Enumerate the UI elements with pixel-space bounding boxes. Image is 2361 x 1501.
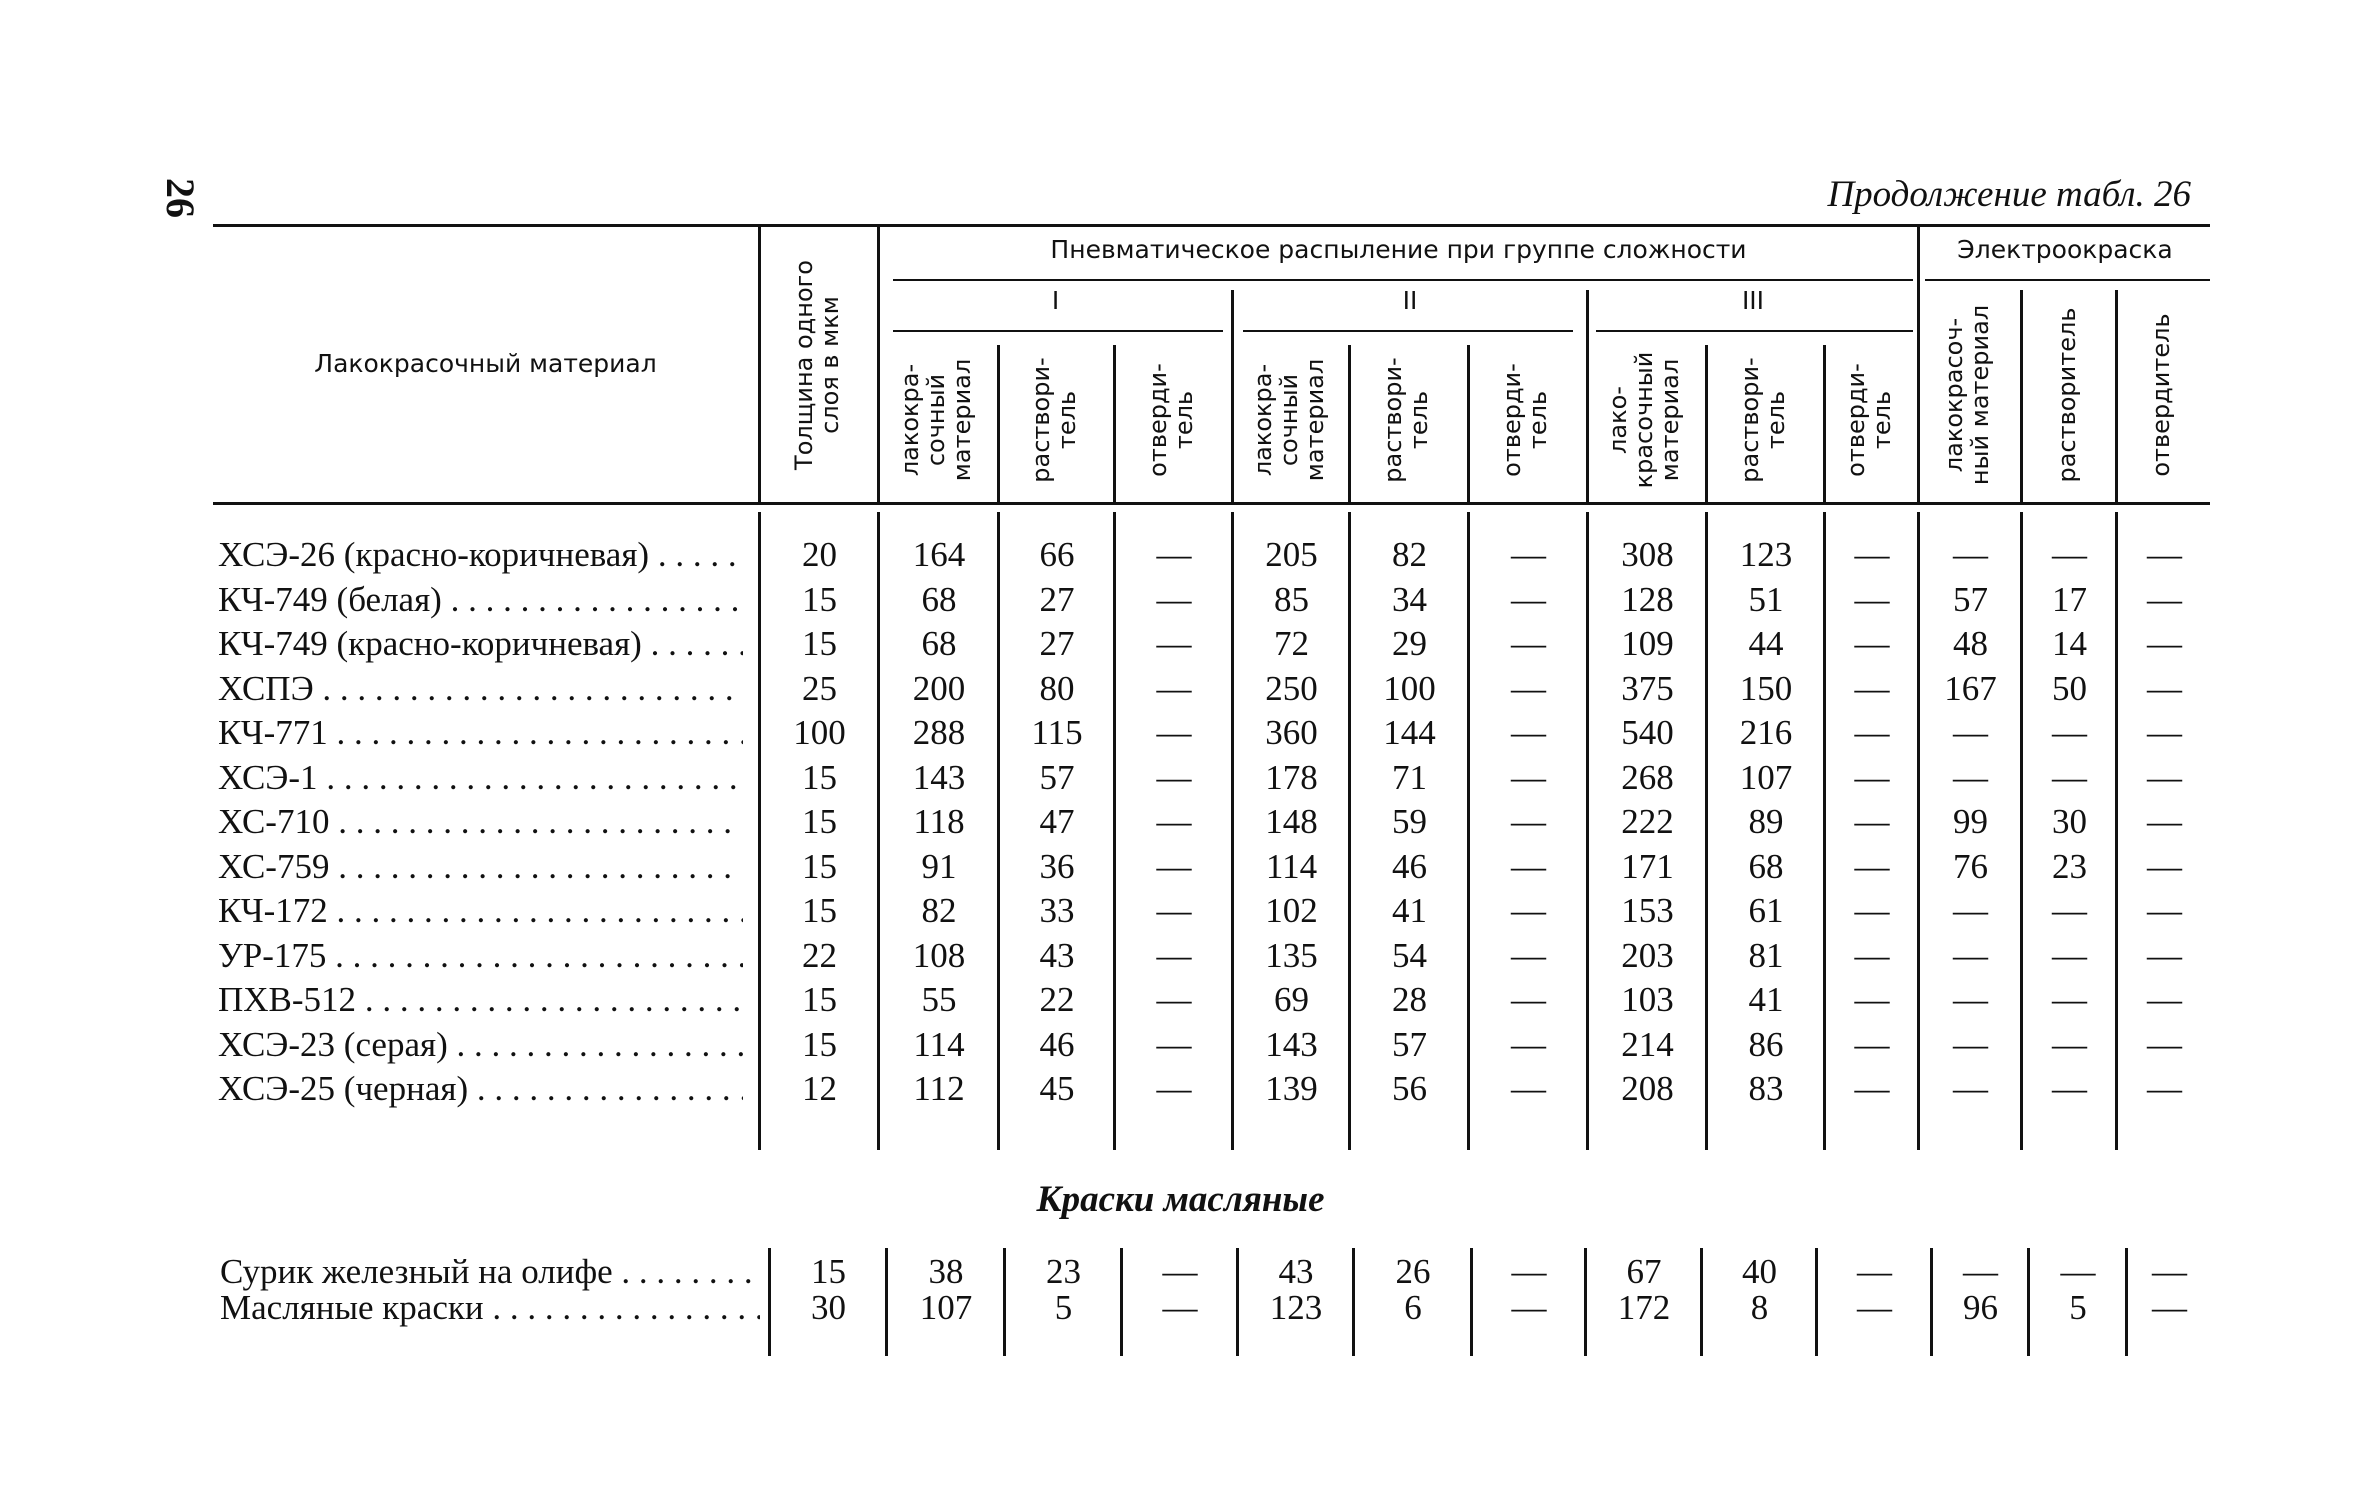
table-cell: 38 [928,1252,964,1291]
table-cell: 85 [1274,579,1309,619]
header-divider [1467,345,1470,503]
table-row [0,669,2361,714]
table-row [0,1025,2361,1070]
table-cell: 43 [1278,1252,1314,1291]
table-cell: — [1511,535,1546,574]
table-cell: 59 [1392,802,1427,841]
material-name: КЧ-749 (белая) . . . [218,580,743,620]
table-cell: 61 [1748,891,1784,930]
table-cell: — [1511,757,1546,797]
page-number: 26 [158,178,203,218]
header-sub: лако-красочный материал [1604,351,1684,489]
table-row [0,847,2361,892]
table-row [0,535,2361,580]
table-cell: 82 [1392,535,1427,574]
header-group-3: III [1741,286,1765,315]
table-cell: — [1854,757,1890,797]
table-cell: 108 [912,935,966,975]
header-sub: лакокра-сочный материал [896,358,976,482]
table-cell: 48 [1953,624,1988,663]
table-cell: — [1953,713,1988,752]
table-cell: — [2147,579,2182,619]
table-cell: — [1857,1288,1892,1327]
table-cell: 69 [1274,980,1309,1019]
material-name: ХСЭ-1 . . . [218,758,743,798]
table-cell: 28 [1392,980,1427,1019]
table-cell: 150 [1739,668,1793,708]
table-cell: — [1156,535,1192,574]
header-sub: отверди-тель [1144,363,1198,477]
table-cell: 25 [802,668,837,708]
table-cell: — [2152,1288,2187,1327]
table-cell: 72 [1274,624,1309,663]
table-cell: 164 [912,535,966,574]
table-cell: 68 [921,579,957,619]
header-divider [758,226,761,504]
header-divider [1586,290,1589,503]
table-cell: — [2147,1069,2182,1108]
table-cell: 50 [2052,668,2087,708]
table-cell: 100 [1383,668,1436,708]
table-cell: — [1511,624,1546,663]
table-cell: — [1854,579,1890,619]
group-rule-2 [1243,330,1573,332]
table-cell: — [1854,891,1890,930]
table-row [0,713,2361,758]
table-cell: — [1156,624,1192,663]
table-cell: 8 [1750,1288,1769,1327]
top-rule [213,224,2210,227]
table-cell: — [1854,980,1890,1019]
header-sub: раствори-тель [1379,357,1433,483]
header-pneumatic: Пневматическое распыление при группе сложности [1050,235,1747,264]
table-cell: 143 [912,757,966,797]
material-name: ХСПЭ . . . [218,669,743,709]
header-group-2: II [1402,286,1418,315]
table-cell: — [1156,1069,1192,1108]
table-cell: 172 [1617,1288,1671,1327]
table-cell: — [2147,668,2182,708]
table-cell: 89 [1748,802,1784,841]
table-cell: — [2060,1252,2096,1291]
table-cell: 15 [811,1252,846,1291]
table-cell: — [2052,891,2087,930]
table-cell: 22 [802,935,837,975]
table-cell: 15 [802,891,837,930]
table-cell: 56 [1392,1069,1427,1108]
table-cell: — [2147,713,2182,752]
table-cell: 67 [1626,1252,1662,1291]
table-cell: — [1156,891,1192,930]
table-cell: 22 [1039,980,1075,1019]
table-cell: 99 [1953,802,1988,841]
table-cell: 268 [1621,757,1674,797]
table-cell: 103 [1621,980,1674,1019]
table-cell: — [1953,757,1988,797]
header-divider [997,345,1000,503]
material-name: ХСЭ-23 (серая) . . . [218,1025,743,1065]
table-cell: — [2147,935,2182,975]
header-divider [2020,290,2023,503]
table-cell: — [1857,1252,1892,1291]
header-sub: растворитель [2053,307,2082,483]
table-cell: — [1511,668,1546,708]
material-name: ПХВ-512 . . . [218,980,743,1020]
table-cell: — [1511,802,1546,841]
header-sub: лакокра-сочный материал [1249,358,1329,482]
continuation-caption: Продолжение табл. 26 [1827,174,2191,215]
table-cell: 27 [1039,624,1075,663]
table-cell: 71 [1392,757,1427,797]
table-cell: 107 [919,1288,973,1327]
table-cell: — [2052,1024,2087,1064]
table-cell: — [1511,935,1546,975]
table-cell: — [1963,1252,1998,1291]
table-cell: 15 [802,1024,837,1064]
header-electro: Электроокраска [1957,235,2173,264]
table-cell: 33 [1039,891,1075,930]
table-cell: 14 [2052,624,2087,663]
group-rule-electro [1925,279,2210,281]
table-cell: 26 [1395,1252,1431,1291]
table-cell: 203 [1621,935,1674,975]
table-cell: — [2052,1069,2087,1108]
table-cell: 57 [1392,1024,1427,1064]
table-cell: 115 [1031,713,1083,752]
table-cell: — [1854,713,1890,752]
table-cell: — [1854,624,1890,663]
group-rule-1 [893,330,1223,332]
table-row [0,936,2361,981]
table-cell: 135 [1265,935,1318,975]
table-cell: — [2147,846,2182,886]
material-name: КЧ-749 (красно-коричневая) . . . [218,624,743,664]
table-cell: 12 [802,1069,837,1108]
material-name: ХСЭ-26 (красно-коричневая) . . . [218,535,743,575]
table-cell: — [2147,624,2182,663]
header-sub: раствори-тель [1736,357,1790,483]
table-cell: — [2052,980,2087,1019]
table-cell: — [1156,757,1192,797]
table-cell: 41 [1748,980,1784,1019]
table-cell: 40 [1742,1252,1777,1291]
table-row [0,980,2361,1025]
table-cell: 178 [1265,757,1318,797]
table-cell: — [1854,668,1890,708]
header-divider [1231,290,1234,503]
table-cell: — [1953,980,1988,1019]
group-rule-pneumatic [893,279,1913,281]
table-cell: — [2147,757,2182,797]
table-cell: — [2152,1252,2187,1291]
table-row [0,624,2361,669]
table-cell: — [1953,1069,1988,1108]
material-name: Масляные краски . . . [220,1288,760,1328]
table-cell: 200 [912,668,966,708]
table-cell: 30 [811,1288,846,1327]
table-cell: — [2147,802,2182,841]
table-cell: 68 [921,624,957,663]
table-cell: 214 [1621,1024,1674,1064]
table-cell: — [1854,535,1890,574]
table-row [0,758,2361,803]
table-cell: — [1511,1024,1546,1064]
table-cell: 360 [1265,713,1318,752]
header-material: Лакокрасочный материал [314,349,657,378]
table-cell: — [2052,535,2087,574]
table-row [0,1288,2361,1333]
table-cell: — [1511,846,1546,886]
table-cell: — [1511,1252,1547,1291]
table-cell: 112 [913,1069,965,1108]
table-cell: 55 [921,980,957,1019]
table-cell: 36 [1039,846,1075,886]
table-cell: — [1511,980,1546,1019]
table-cell: 17 [2052,579,2087,619]
table-cell: 23 [2052,846,2087,886]
table-cell: — [1156,802,1192,841]
table-cell: 83 [1748,1069,1784,1108]
table-row [0,580,2361,625]
table-cell: — [1953,891,1988,930]
table-cell: 139 [1265,1069,1318,1108]
table-cell: 153 [1621,891,1674,930]
header-divider [877,226,880,504]
table-cell: 144 [1383,713,1436,752]
table-cell: 51 [1748,579,1784,619]
table-cell: — [1162,1288,1198,1327]
table-cell: 123 [1269,1288,1323,1327]
table-cell: 66 [1039,535,1075,574]
table-cell: — [1854,802,1890,841]
table-cell: 57 [1953,579,1988,619]
header-divider [1705,345,1708,503]
header-sub: отвердитель [2147,313,2176,477]
table-cell: 222 [1621,802,1674,841]
table-cell: 15 [802,802,837,841]
header-sub: отверди-тель [1842,363,1896,477]
table-cell: 114 [913,1024,965,1064]
table-cell: — [1156,980,1192,1019]
table-cell: — [2147,980,2182,1019]
table-cell: 375 [1621,668,1674,708]
table-cell: 15 [802,757,837,797]
table-cell: 171 [1621,846,1674,886]
table-cell: — [2147,1024,2182,1064]
table-cell: 208 [1621,1069,1674,1108]
table-cell: 15 [802,624,837,663]
table-cell: — [2147,891,2182,930]
material-name: КЧ-771 . . . [218,713,743,753]
table-cell: — [1854,846,1890,886]
table-cell: 96 [1963,1288,1998,1327]
table-cell: 34 [1392,579,1427,619]
header-group-1: I [1051,286,1060,315]
table-cell: 205 [1265,535,1318,574]
material-name: ХСЭ-25 (черная) . . . [218,1069,743,1109]
material-name: УР-175 . . . [218,936,743,976]
header-divider [1823,345,1826,503]
table-cell: — [1854,1024,1890,1064]
table-cell: — [2052,757,2087,797]
material-name: ХС-759 . . . [218,847,743,887]
table-cell: — [1511,713,1546,752]
table-cell: 109 [1621,624,1674,663]
table-cell: 167 [1944,668,1997,708]
table-cell: 44 [1748,624,1784,663]
header-sub: лакокрасоч-ный материал [1940,304,1994,486]
table-cell: 41 [1392,891,1427,930]
table-cell: 80 [1039,668,1075,708]
table-cell: 118 [913,802,965,841]
table-cell: — [2052,713,2087,752]
table-cell: 29 [1392,624,1427,663]
material-name: Сурик железный на олифе . . . [220,1252,760,1292]
table-cell: — [1953,935,1988,975]
material-name: КЧ-172 . . . [218,891,743,931]
table-cell: 20 [802,535,837,574]
table-cell: 43 [1039,935,1075,975]
table-cell: 46 [1039,1024,1075,1064]
table-cell: 68 [1748,846,1784,886]
table-cell: 91 [921,846,957,886]
table-cell: — [1511,891,1546,930]
table-cell: 216 [1739,713,1793,752]
header-divider [1917,226,1920,504]
table-cell: 45 [1039,1069,1075,1108]
table-cell: 123 [1739,535,1793,574]
table-cell: 288 [912,713,966,752]
table-cell: 30 [2052,802,2087,841]
table-cell: — [1511,579,1546,619]
table-cell: — [1953,1024,1988,1064]
material-name: ХС-710 . . . [218,802,743,842]
table-cell: 47 [1039,802,1075,841]
table-cell: 6 [1404,1288,1422,1327]
table-cell: 5 [1054,1288,1073,1327]
table-cell: — [1156,713,1192,752]
table-cell: — [2052,935,2087,975]
table-cell: 82 [921,891,957,930]
header-sub: раствори-тель [1027,357,1081,483]
table-cell: — [1156,846,1192,886]
table-cell: 23 [1046,1252,1081,1291]
table-cell: 57 [1039,757,1075,797]
section-title: Краски масляные [1036,1179,1325,1220]
table-cell: 46 [1392,846,1427,886]
group-rule-3 [1596,330,1913,332]
table-cell: 102 [1265,891,1318,930]
table-cell: — [1156,668,1192,708]
table-cell: 114 [1265,846,1318,886]
table-cell: — [1156,1024,1192,1064]
table-cell: 308 [1621,535,1674,574]
table-cell: — [2147,535,2182,574]
table-cell: — [1953,535,1988,574]
table-cell: 81 [1748,935,1784,975]
table-cell: — [1854,935,1890,975]
table-cell: 76 [1953,846,1988,886]
header-bottom-rule [213,502,2210,505]
table-cell: 100 [793,713,846,752]
table-cell: 15 [802,579,837,619]
table-cell: 250 [1265,668,1318,708]
table-cell: — [1854,1069,1890,1108]
table-cell: 128 [1621,579,1674,619]
table-cell: — [1156,935,1192,975]
table-cell: — [1511,1069,1546,1108]
header-divider [1348,345,1351,503]
table-cell: 27 [1039,579,1075,619]
header-thickness: Толщина одного слоя в мкм [790,260,844,470]
table-cell: 15 [802,846,837,886]
table-cell: 540 [1621,713,1674,752]
table-cell: 148 [1265,802,1318,841]
table-cell: 54 [1392,935,1427,975]
table-cell: 86 [1748,1024,1784,1064]
table-row [0,802,2361,847]
table-cell: — [1156,579,1192,619]
table-row [0,891,2361,936]
table-cell: — [1511,1288,1547,1327]
table-cell: 143 [1265,1024,1318,1064]
header-divider [2115,290,2118,503]
table-cell: 15 [802,980,837,1019]
table-row [0,1069,2361,1114]
table-cell: — [1162,1252,1198,1291]
header-sub: отверди-тель [1498,363,1552,477]
table-cell: 5 [2069,1288,2087,1327]
table-cell: 107 [1739,757,1793,797]
header-divider [1113,345,1116,503]
